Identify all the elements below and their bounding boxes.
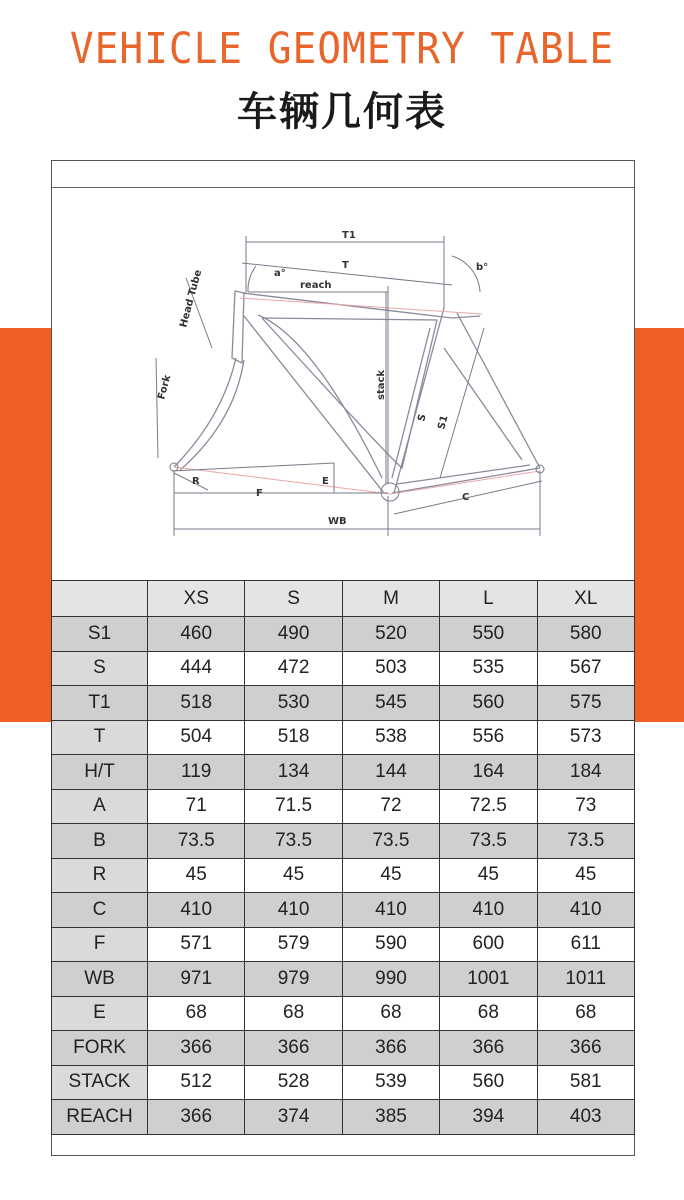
row-label-cell: H/T [52,755,148,790]
table-row [52,651,635,686]
value-cell: 119 [148,755,245,790]
value-cell: 410 [245,893,342,928]
value-cell: 73 [537,789,634,824]
table-row [52,858,635,893]
value-cell: 68 [342,996,439,1031]
value-cell: 611 [537,927,634,962]
value-cell: 444 [148,651,245,686]
value-cell: 535 [440,651,537,686]
label-t1: T1 [342,230,356,241]
value-cell: 366 [342,1031,439,1066]
row-label-cell: A [52,789,148,824]
value-cell: 366 [245,1031,342,1066]
table-row [52,686,635,721]
value-cell: 45 [537,858,634,893]
row-label-cell: F [52,927,148,962]
r-dim-line [174,473,208,490]
value-cell: 184 [537,755,634,790]
label-b: b° [476,262,489,273]
value-cell: 556 [440,720,537,755]
row-label-cell: STACK [52,1065,148,1100]
value-cell: 68 [245,996,342,1031]
value-cell: 68 [148,996,245,1031]
seat-tube-inner [392,328,430,478]
value-cell: 539 [342,1065,439,1100]
value-cell: 518 [148,686,245,721]
value-cell: 1011 [537,962,634,997]
value-cell: 366 [440,1031,537,1066]
row-label-cell: R [52,858,148,893]
value-cell: 579 [245,927,342,962]
row-label-cell: B [52,824,148,859]
value-cell: 144 [342,755,439,790]
row-label-cell: REACH [52,1100,148,1135]
table-row [52,1065,635,1100]
value-cell: 504 [148,720,245,755]
value-cell: 385 [342,1100,439,1135]
table-row [52,617,635,652]
size-header-xl: XL [537,581,634,617]
value-cell: 460 [148,617,245,652]
value-cell: 990 [342,962,439,997]
value-cell: 573 [537,720,634,755]
size-header-xs: XS [148,581,245,617]
label-e: E [322,476,329,487]
table-row [52,720,635,755]
row-label-cell: S [52,651,148,686]
seat-stay-inner [444,348,522,460]
value-cell: 580 [537,617,634,652]
seat-stay [457,313,540,468]
triangle-inner [262,318,437,468]
row-label-cell: T1 [52,686,148,721]
value-cell: 410 [148,893,245,928]
value-cell: 164 [440,755,537,790]
label-r: R [192,476,200,487]
row-label-cell: C [52,893,148,928]
label-reach: reach [300,280,332,291]
frame-geometry-diagram [52,188,634,583]
value-cell: 1001 [440,962,537,997]
table-row [52,996,635,1031]
table-row [52,893,635,928]
value-cell: 73.5 [148,824,245,859]
table-row [52,1031,635,1066]
size-header-m: M [342,581,439,617]
value-cell: 512 [148,1065,245,1100]
value-cell: 72 [342,789,439,824]
value-cell: 550 [440,617,537,652]
row-label-cell: E [52,996,148,1031]
top-tube-center [240,298,482,314]
value-cell: 374 [245,1100,342,1135]
value-cell: 538 [342,720,439,755]
label-fork: Fork [156,373,174,401]
value-cell: 581 [537,1065,634,1100]
value-cell: 567 [537,651,634,686]
value-cell: 73.5 [342,824,439,859]
orange-band-left [0,328,52,722]
value-cell: 575 [537,686,634,721]
label-a: a° [274,268,286,279]
fork-blade-inner [180,360,244,470]
s1-dim-line [440,328,484,478]
fork-dim-line [156,358,158,458]
page-title-en: VEHICLE GEOMETRY TABLE [69,24,615,74]
value-cell: 979 [245,962,342,997]
value-cell: 68 [440,996,537,1031]
down-tube-inner [258,315,382,478]
table-corner-cell [52,581,148,617]
value-cell: 518 [245,720,342,755]
table-row [52,755,635,790]
value-cell: 71 [148,789,245,824]
value-cell: 528 [245,1065,342,1100]
value-cell: 410 [342,893,439,928]
value-cell: 490 [245,617,342,652]
value-cell: 45 [342,858,439,893]
label-t: T [342,260,349,271]
value-cell: 68 [537,996,634,1031]
row-label-cell: WB [52,962,148,997]
value-cell: 134 [245,755,342,790]
label-s1: S1 [436,414,451,431]
table-row [52,962,635,997]
row-label-cell: FORK [52,1031,148,1066]
value-cell: 410 [537,893,634,928]
value-cell: 520 [342,617,439,652]
value-cell: 410 [440,893,537,928]
value-cell: 600 [440,927,537,962]
seat-tube [394,308,444,493]
value-cell: 503 [342,651,439,686]
orange-band-right [634,328,684,722]
value-cell: 971 [148,962,245,997]
label-head-tube: Head Tube [178,268,205,329]
value-cell: 73.5 [440,824,537,859]
row-label-cell: T [52,720,148,755]
table-row [52,789,635,824]
row-label-cell: S1 [52,617,148,652]
table-header-row [52,581,635,617]
size-header-s: S [245,581,342,617]
value-cell: 71.5 [245,789,342,824]
value-cell: 45 [148,858,245,893]
size-header-l: L [440,581,537,617]
value-cell: 571 [148,927,245,962]
label-c: C [462,492,470,503]
value-cell: 394 [440,1100,537,1135]
value-cell: 45 [440,858,537,893]
label-f: F [256,488,263,499]
value-cell: 560 [440,1065,537,1100]
value-cell: 472 [245,651,342,686]
table-row [52,1100,635,1135]
label-wb: WB [328,516,347,527]
value-cell: 590 [342,927,439,962]
chain-stay [392,468,540,493]
page-title-cn: 车辆几何表 [237,89,447,135]
value-cell: 72.5 [440,789,537,824]
value-cell: 366 [148,1100,245,1135]
value-cell: 73.5 [537,824,634,859]
table-row [52,927,635,962]
a-angle-arc [248,266,256,292]
table-row [52,824,635,859]
value-cell: 45 [245,858,342,893]
value-cell: 366 [148,1031,245,1066]
head-tube-shape [232,291,244,363]
value-cell: 530 [245,686,342,721]
geometry-table [51,580,635,1135]
value-cell: 560 [440,686,537,721]
label-stack: stack [376,369,387,400]
value-cell: 545 [342,686,439,721]
value-cell: 73.5 [245,824,342,859]
label-s: S [416,412,429,423]
value-cell: 366 [537,1031,634,1066]
value-cell: 403 [537,1100,634,1135]
